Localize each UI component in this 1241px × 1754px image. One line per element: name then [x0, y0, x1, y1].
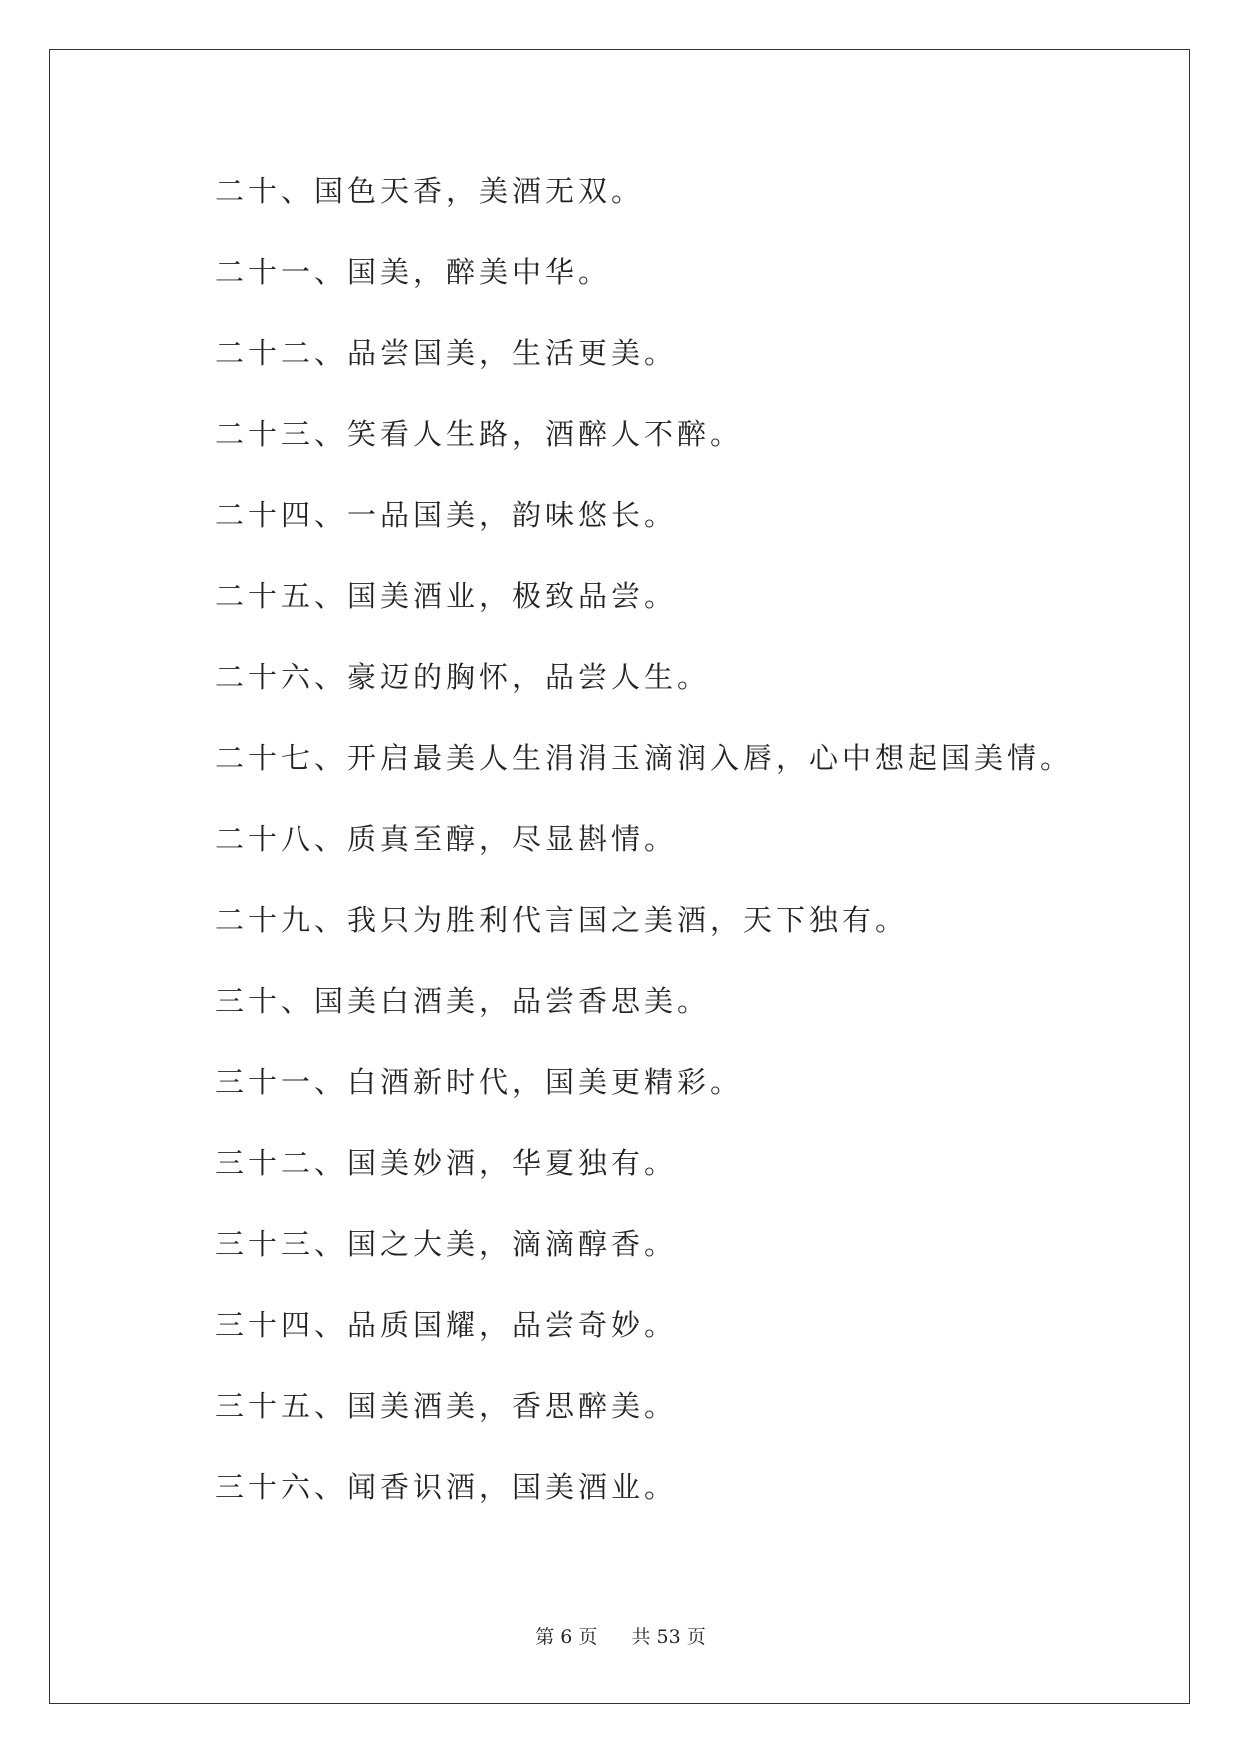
text-line: 二十三、笑看人生路，酒醉人不醉。	[215, 417, 744, 451]
text-line: 三十四、品质国耀，品尝奇妙。	[215, 1308, 678, 1342]
text-line: 二十五、国美酒业，极致品尝。	[215, 579, 678, 613]
text-line: 二十八、质真至醇，尽显斟情。	[215, 822, 678, 856]
text-line: 三十二、国美妙酒，华夏独有。	[215, 1146, 678, 1180]
text-line: 二十六、豪迈的胸怀，品尝人生。	[215, 660, 711, 694]
page-total: 共 53 页	[631, 1626, 706, 1648]
text-line: 二十四、一品国美，韵味悠长。	[215, 498, 678, 532]
text-line: 二十、国色天香，美酒无双。	[215, 174, 645, 208]
text-line: 三十六、闻香识酒，国美酒业。	[215, 1470, 678, 1504]
text-line: 二十九、我只为胜利代言国之美酒，天下独有。	[215, 903, 909, 937]
text-line: 三十、国美白酒美，品尝香思美。	[215, 984, 711, 1018]
document-body	[215, 165, 1115, 1542]
page-footer	[0, 1622, 1241, 1649]
text-line: 三十三、国之大美，滴滴醇香。	[215, 1227, 678, 1261]
text-line: 二十七、开启最美人生涓涓玉滴润入唇，心中想起国美情。	[215, 741, 1074, 775]
text-line: 二十一、国美，醉美中华。	[215, 255, 612, 289]
page-number: 第 6 页	[535, 1626, 598, 1648]
text-line: 三十一、白酒新时代，国美更精彩。	[215, 1065, 744, 1099]
text-line: 二十二、品尝国美，生活更美。	[215, 336, 678, 370]
text-line: 三十五、国美酒美，香思醉美。	[215, 1389, 678, 1423]
